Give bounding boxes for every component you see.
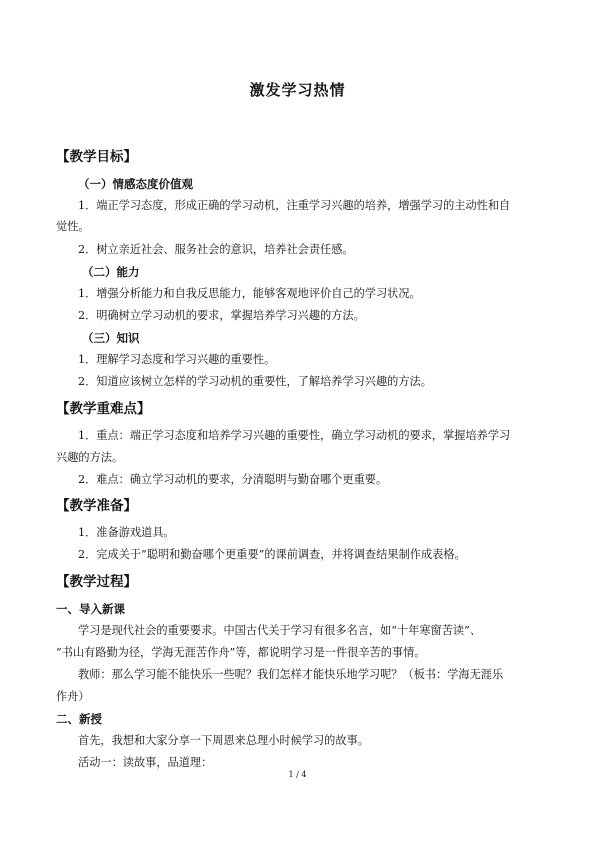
paragraph: “书山有路勤为径，学海无涯苦作舟”等，都说明学习是一件很辛苦的事情。	[56, 646, 426, 659]
paragraph: 觉性。	[56, 220, 90, 233]
process-part-1: 一、导入新课	[56, 602, 125, 616]
objectives-sub-2: （二）能力	[82, 265, 140, 279]
page-number: 1 / 4	[288, 770, 307, 779]
paragraph: 学习是现代社会的重要要求。中国古代关于学习有很多名言，如“十年寒窗苦读”、	[78, 624, 482, 637]
page-title: 激发学习热情	[249, 81, 346, 99]
paragraph: 2．知道应该树立怎样的学习动机的重要性，了解培养学习兴趣的方法。	[78, 375, 432, 388]
paragraph: 首先，我想和大家分享一下周恩来总理小时候学习的故事。	[78, 734, 369, 747]
paragraph: 1．端正学习态度，形成正确的学习动机，注重学习兴趣的培养，增强学习的主动性和自	[78, 199, 511, 212]
paragraph: 2．明确树立学习动机的要求，掌握培养学习兴趣的方法。	[78, 309, 365, 322]
objectives-sub-1: （一）情感态度价值观	[78, 177, 193, 191]
paragraph: 1．理解学习态度和学习兴趣的重要性。	[78, 353, 276, 366]
paragraph: 活动一：读故事，品道理：	[78, 756, 213, 769]
process-part-2: 二、新授	[56, 712, 102, 726]
paragraph: 1．增强分析能力和自我反思能力，能够客观地评价自己的学习状况。	[78, 287, 421, 300]
preparation-heading: 【教学准备】	[56, 498, 137, 514]
paragraph: 2．完成关于“聪明和勤奋哪个更重要”的课前调查，并将调查结果制作成表格。	[78, 548, 466, 561]
paragraph: 教师：那么学习能不能快乐一些呢？我们怎样才能快乐地学习呢？（板书：学海无涯乐	[78, 668, 504, 681]
process-heading: 【教学过程】	[56, 574, 137, 590]
paragraph: 2．树立亲近社会、服务社会的意识，培养社会责任感。	[78, 243, 354, 256]
paragraph: 1．准备游戏道具。	[78, 526, 175, 539]
paragraph: 2．难点：确立学习动机的要求，分清聪明与勤奋哪个更重要。	[78, 473, 388, 486]
objectives-sub-3: （三）知识	[82, 331, 140, 345]
objectives-heading: 【教学目标】	[56, 149, 137, 165]
paragraph: 兴趣的方法。	[56, 451, 124, 464]
keypoints-heading: 【教学重难点】	[56, 401, 151, 417]
paragraph: 1．重点：端正学习态度和培养学习兴趣的重要性，确立学习动机的要求，掌握培养学习	[78, 429, 511, 442]
paragraph: 作舟）	[56, 690, 90, 703]
